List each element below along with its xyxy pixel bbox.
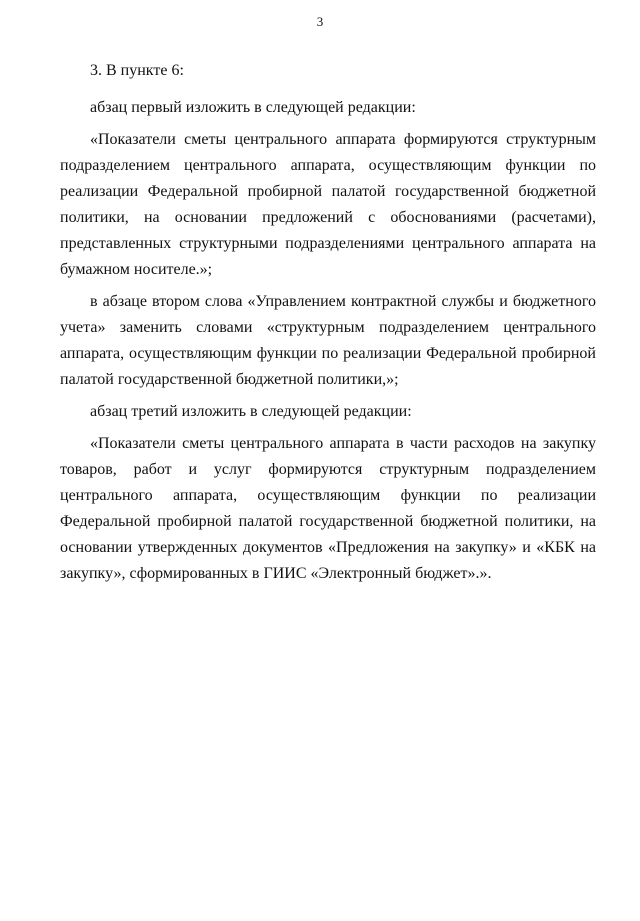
quoted-paragraph-3: «Показатели сметы центрального аппарата в части расходов на закупку товаров, работ и услуг формируются структурным подразделением центрального аппарата, осуществляющим функции по реализации Федеральной пробирной палатой государственной бюджетной политики, на основании утвержденных документов «Предложения на закупку» и «КБК на закупку», сформированных в ГИИС «Электронный бюджет».».: [60, 435, 596, 582]
quoted-paragraph-1: «Показатели сметы центрального аппарата формируются структурным подразделением центрального аппарата, осуществляющим функции по реализации Федеральной пробирной палатой государственной бюджетной политики, на основании предложений с обоснованиями (расчетами), представленных структурными подразделениями центрального аппарата на бумажном носителе.»;: [60, 131, 596, 278]
page-number: 3: [316, 14, 324, 29]
item-3-heading: 3. В пункте 6:: [90, 62, 184, 79]
paragraph-instruction-3: абзац третий изложить в следующей редакции:: [90, 403, 412, 420]
paragraph-instruction-2: в абзаце втором слова «Управлением контрактной службы и бюджетного учета» заменить словами «структурным подразделением центрального аппарата, осуществляющим функции по реализации Федеральной пробирной палатой государственной бюджетной политики,»;: [60, 293, 596, 388]
document-body: [60, 58, 596, 587]
paragraph-instruction-1: абзац первый изложить в следующей редакции:: [90, 99, 416, 116]
